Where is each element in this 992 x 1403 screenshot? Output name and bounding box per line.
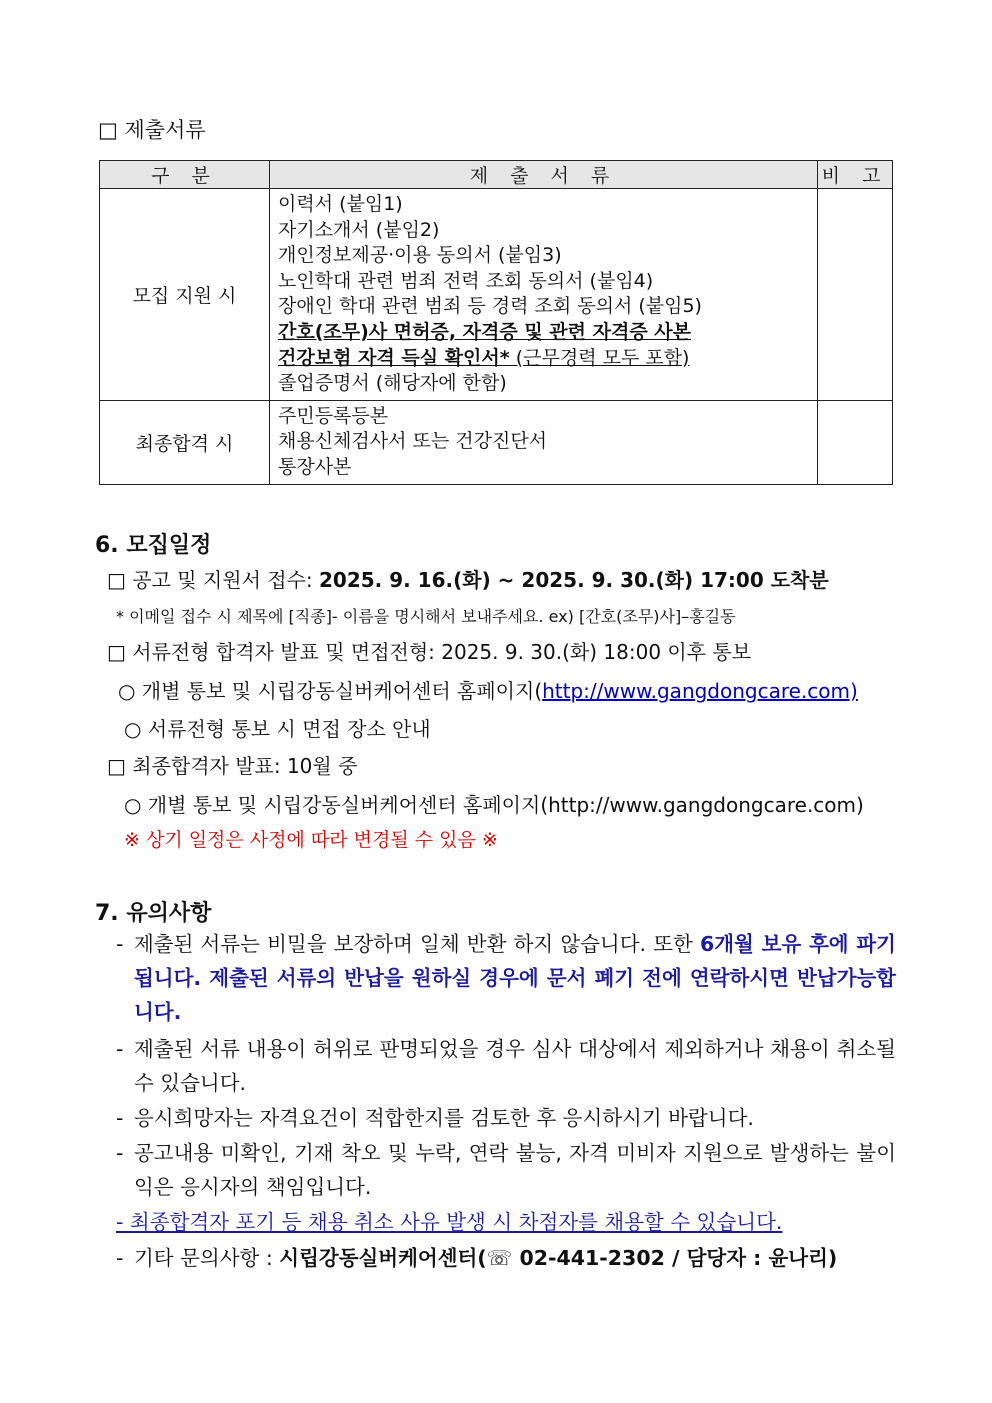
doc-item: 노인학대 관련 범죄 전력 조회 동의서 (붙임4) [278, 269, 654, 292]
note-item-6: - 기타 문의사항 : 시립강동실버케어센터(☏ 02-441-2302 / 담당자 : 윤나리) [116, 1246, 838, 1270]
doc-item: 주민등록등본 [278, 404, 389, 427]
doc-item: 자기소개서 (붙임2) [278, 218, 440, 241]
change-note: ※ 상기 일정은 사정에 따라 변경될 수 있음 ※ [124, 829, 498, 851]
table-header-row [100, 161, 893, 189]
note-item-4: - 공고내용 미확인, 기재 착오 및 누락, 연락 불능, 자격 미비자 지원으로 발생하는 불이익은 응시자의 책임입니다. [116, 1141, 896, 1199]
doc-item-license: 간호(조무)사 면허증, 자격증 및 관련 자격증 사본 [278, 320, 692, 343]
note-item-3: - 응시희망자는 자격요건이 적합한지를 검토한 후 응시하시기 바랍니다. [116, 1106, 754, 1130]
note-item-2: - 제출된 서류 내용이 허위로 판명되었을 경우 심사 대상에서 제외하거나 채용이 취소될 수 있습니다. [116, 1037, 896, 1095]
notice-line-1: ○ 개별 통보 및 시립강동실버케어센터 홈페이지(http://www.gangdongcare.com) [118, 679, 858, 703]
apply-period-line: □ 공고 및 지원서 접수: 2025. 9. 16.(화) ~ 2025. 9. 30.(화) 17:00 도착분 [107, 568, 829, 592]
table-row [100, 189, 893, 401]
note-item-5: - 최종합격자 포기 등 채용 취소 사유 발생 시 차점자를 채용할 수 있습니다. [116, 1210, 783, 1234]
note-item-1: - 제출된 서류는 비밀을 보장하며 일체 반환 하지 않습니다. 또한 6개월 보유 후에 파기됩니다. 제출된 서류의 반납을 원하실 경우에 문서 폐기 전에 연락하시면 반납가능합니다. [116, 932, 896, 1024]
doc-item: 개인정보제공·이용 동의서 (붙임3) [278, 244, 562, 267]
homepage-link[interactable]: http://www.gangdongcare.com) [542, 679, 858, 703]
email-note: * 이메일 접수 시 제목에 [직종]- 이름을 명시해서 보내주세요. ex) [간호(조무)사]–홍길동 [116, 607, 736, 626]
retention-notice: 6개월 보유 후에 파기됩니다. 제출된 서류의 반납을 원하실 경우에 문서 폐기 전에 연락하시면 반납가능합니다. [134, 932, 896, 1024]
row-items-final [270, 400, 818, 484]
row-category-apply: 모집 지원 시 [100, 189, 270, 401]
header-category: 구 분 [100, 161, 270, 189]
submit-docs-heading: □ 제출서류 [98, 118, 206, 142]
row-items-apply [270, 189, 818, 401]
doc-result-line: □ 서류전형 합격자 발표 및 면접전형: 2025. 9. 30.(화) 18:00 이후 통보 [107, 640, 752, 664]
submit-docs-table [99, 160, 893, 485]
doc-item: 장애인 학대 관련 범죄 등 경력 조회 동의서 (붙임5) [278, 295, 702, 318]
doc-item: 채용신체검사서 또는 건강진단서 [278, 430, 548, 453]
schedule-heading: 6. 모집일정 [95, 533, 212, 558]
contact-info: 시립강동실버케어센터(☏ 02-441-2302 / 담당자 : 윤나리) [279, 1246, 838, 1270]
row-remarks-final [818, 400, 893, 484]
apply-period: 2025. 9. 16.(화) ~ 2025. 9. 30.(화) 17:00 도착분 [318, 568, 829, 592]
doc-item-insurance: 건강보험 자격 득실 확인서* (근무경력 모두 포함) [278, 346, 690, 369]
doc-item: 통장사본 [278, 455, 352, 478]
row-category-final: 최종합격 시 [100, 400, 270, 484]
doc-item: 졸업증명서 (해당자에 한함) [278, 372, 507, 395]
header-documents: 제 출 서 류 [270, 161, 818, 189]
final-result-line: □ 최종합격자 발표: 10월 중 [107, 754, 358, 778]
doc-item: 이력서 (붙임1) [278, 193, 403, 215]
notice-line-3: ○ 개별 통보 및 시립강동실버케어센터 홈페이지(http://www.gangdongcare.com) [124, 793, 864, 817]
header-remarks: 비 고 [818, 161, 893, 189]
notice-line-2: ○ 서류전형 통보 시 면접 장소 안내 [124, 717, 431, 741]
notes-heading: 7. 유의사항 [95, 901, 212, 926]
table-row [100, 400, 893, 484]
row-remarks-apply [818, 189, 893, 401]
